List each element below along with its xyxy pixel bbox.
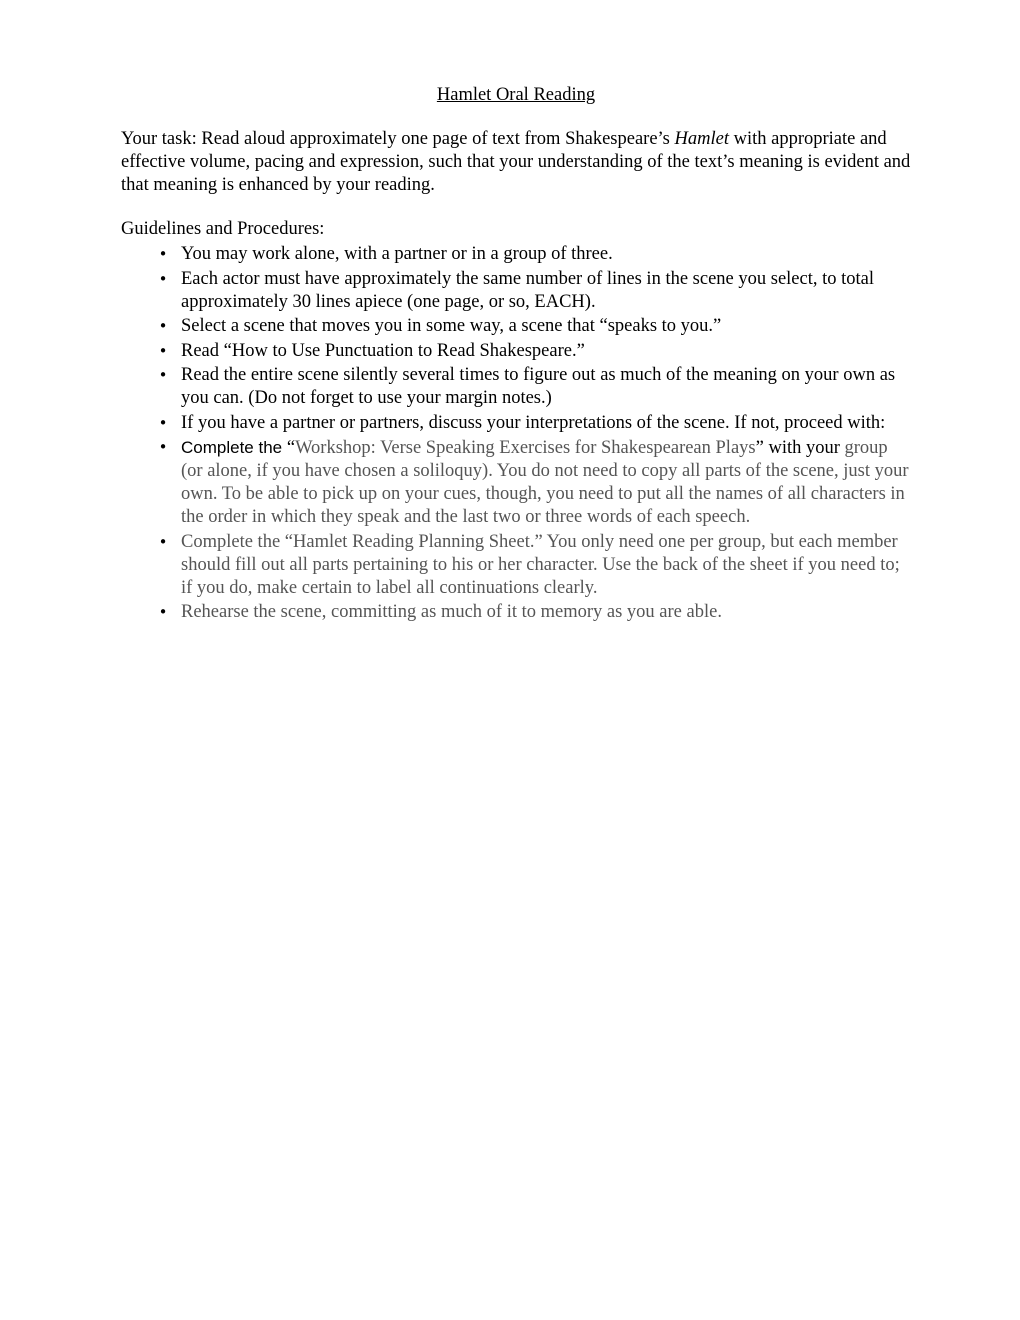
list-item-text: You may work alone, with a partner or in a group of three. [181,244,613,264]
list-item [121,601,911,624]
list-item-lead: Complete the [181,438,287,457]
list-item [121,531,911,600]
list-item [121,340,911,363]
list-item-text: Select a scene that moves you in some way, a scene that “speaks to you.” [181,316,722,336]
bullet-icon: • [158,366,168,384]
list-item-text: Each actor must have approximately the same number of lines in the scene you select, to total approximately 30 lines apiece (one page, or so, EACH). [181,268,875,312]
bullet-icon: • [158,438,168,456]
list-item [121,364,911,410]
list-item-rest: group (or alone, if you have chosen a soliloquy). You do not need to copy all parts of the scene, just your own. To be able to pick up on your cues, though, you need to put all the names of all characters in the order in which they speak and the last two or three words of each speech. [181,438,909,527]
list-item-text: Rehearse the scene, committing as much of it to memory as you are able. [181,602,722,622]
task-text-prefix: Your task: Read aloud approximately one page of text from Shakespeare’s [121,129,675,149]
bullet-icon: • [158,269,168,288]
guidelines-heading: Guidelines and Procedures: [121,219,325,239]
bullet-icon: • [158,603,168,621]
list-item [121,436,911,529]
close-quote-with: ” with your [755,438,840,458]
bullet-icon: • [158,413,168,432]
list-item-text [181,438,909,527]
task-text-suffix: with appropriate and effective volume, pacing and expression, such that your understanding of the text’s meaning is evident and that meaning is enhanced by your reading. [121,129,911,195]
guidelines-list [121,243,911,624]
bullet-icon: • [158,532,168,551]
list-item-text: If you have a partner or partners, discuss your interpretations of the scene. If not, proceed with: [181,412,886,433]
list-item [121,412,911,435]
open-quote: “ [286,438,296,458]
list-item-text: Complete the “Hamlet Reading Planning Sheet.” You only need one per group, but each member should fill out all parts pertaining to his or her character. Use the back of the sheet if you need to; if you do, make certain to label all continuations clearly. [181,531,900,598]
workshop-title: Workshop: Verse Speaking Exercises for Shakespearean Plays [295,438,756,458]
list-item [121,268,911,314]
list-item [121,315,911,338]
bullet-icon: • [158,317,168,335]
document-page [121,82,911,626]
list-item-text: Read the entire scene silently several times to figure out as much of the meaning on your own as you can. (Do not forget to use your margin notes.) [181,365,896,408]
task-paragraph [121,128,911,197]
task-italic-title: Hamlet [674,129,729,149]
bullet-icon: • [158,341,168,360]
document-title: Hamlet Oral Reading [436,85,596,105]
list-item [121,243,911,266]
list-item-text: Read “How to Use Punctuation to Read Shakespeare.” [181,340,585,361]
bullet-icon: • [158,245,168,263]
